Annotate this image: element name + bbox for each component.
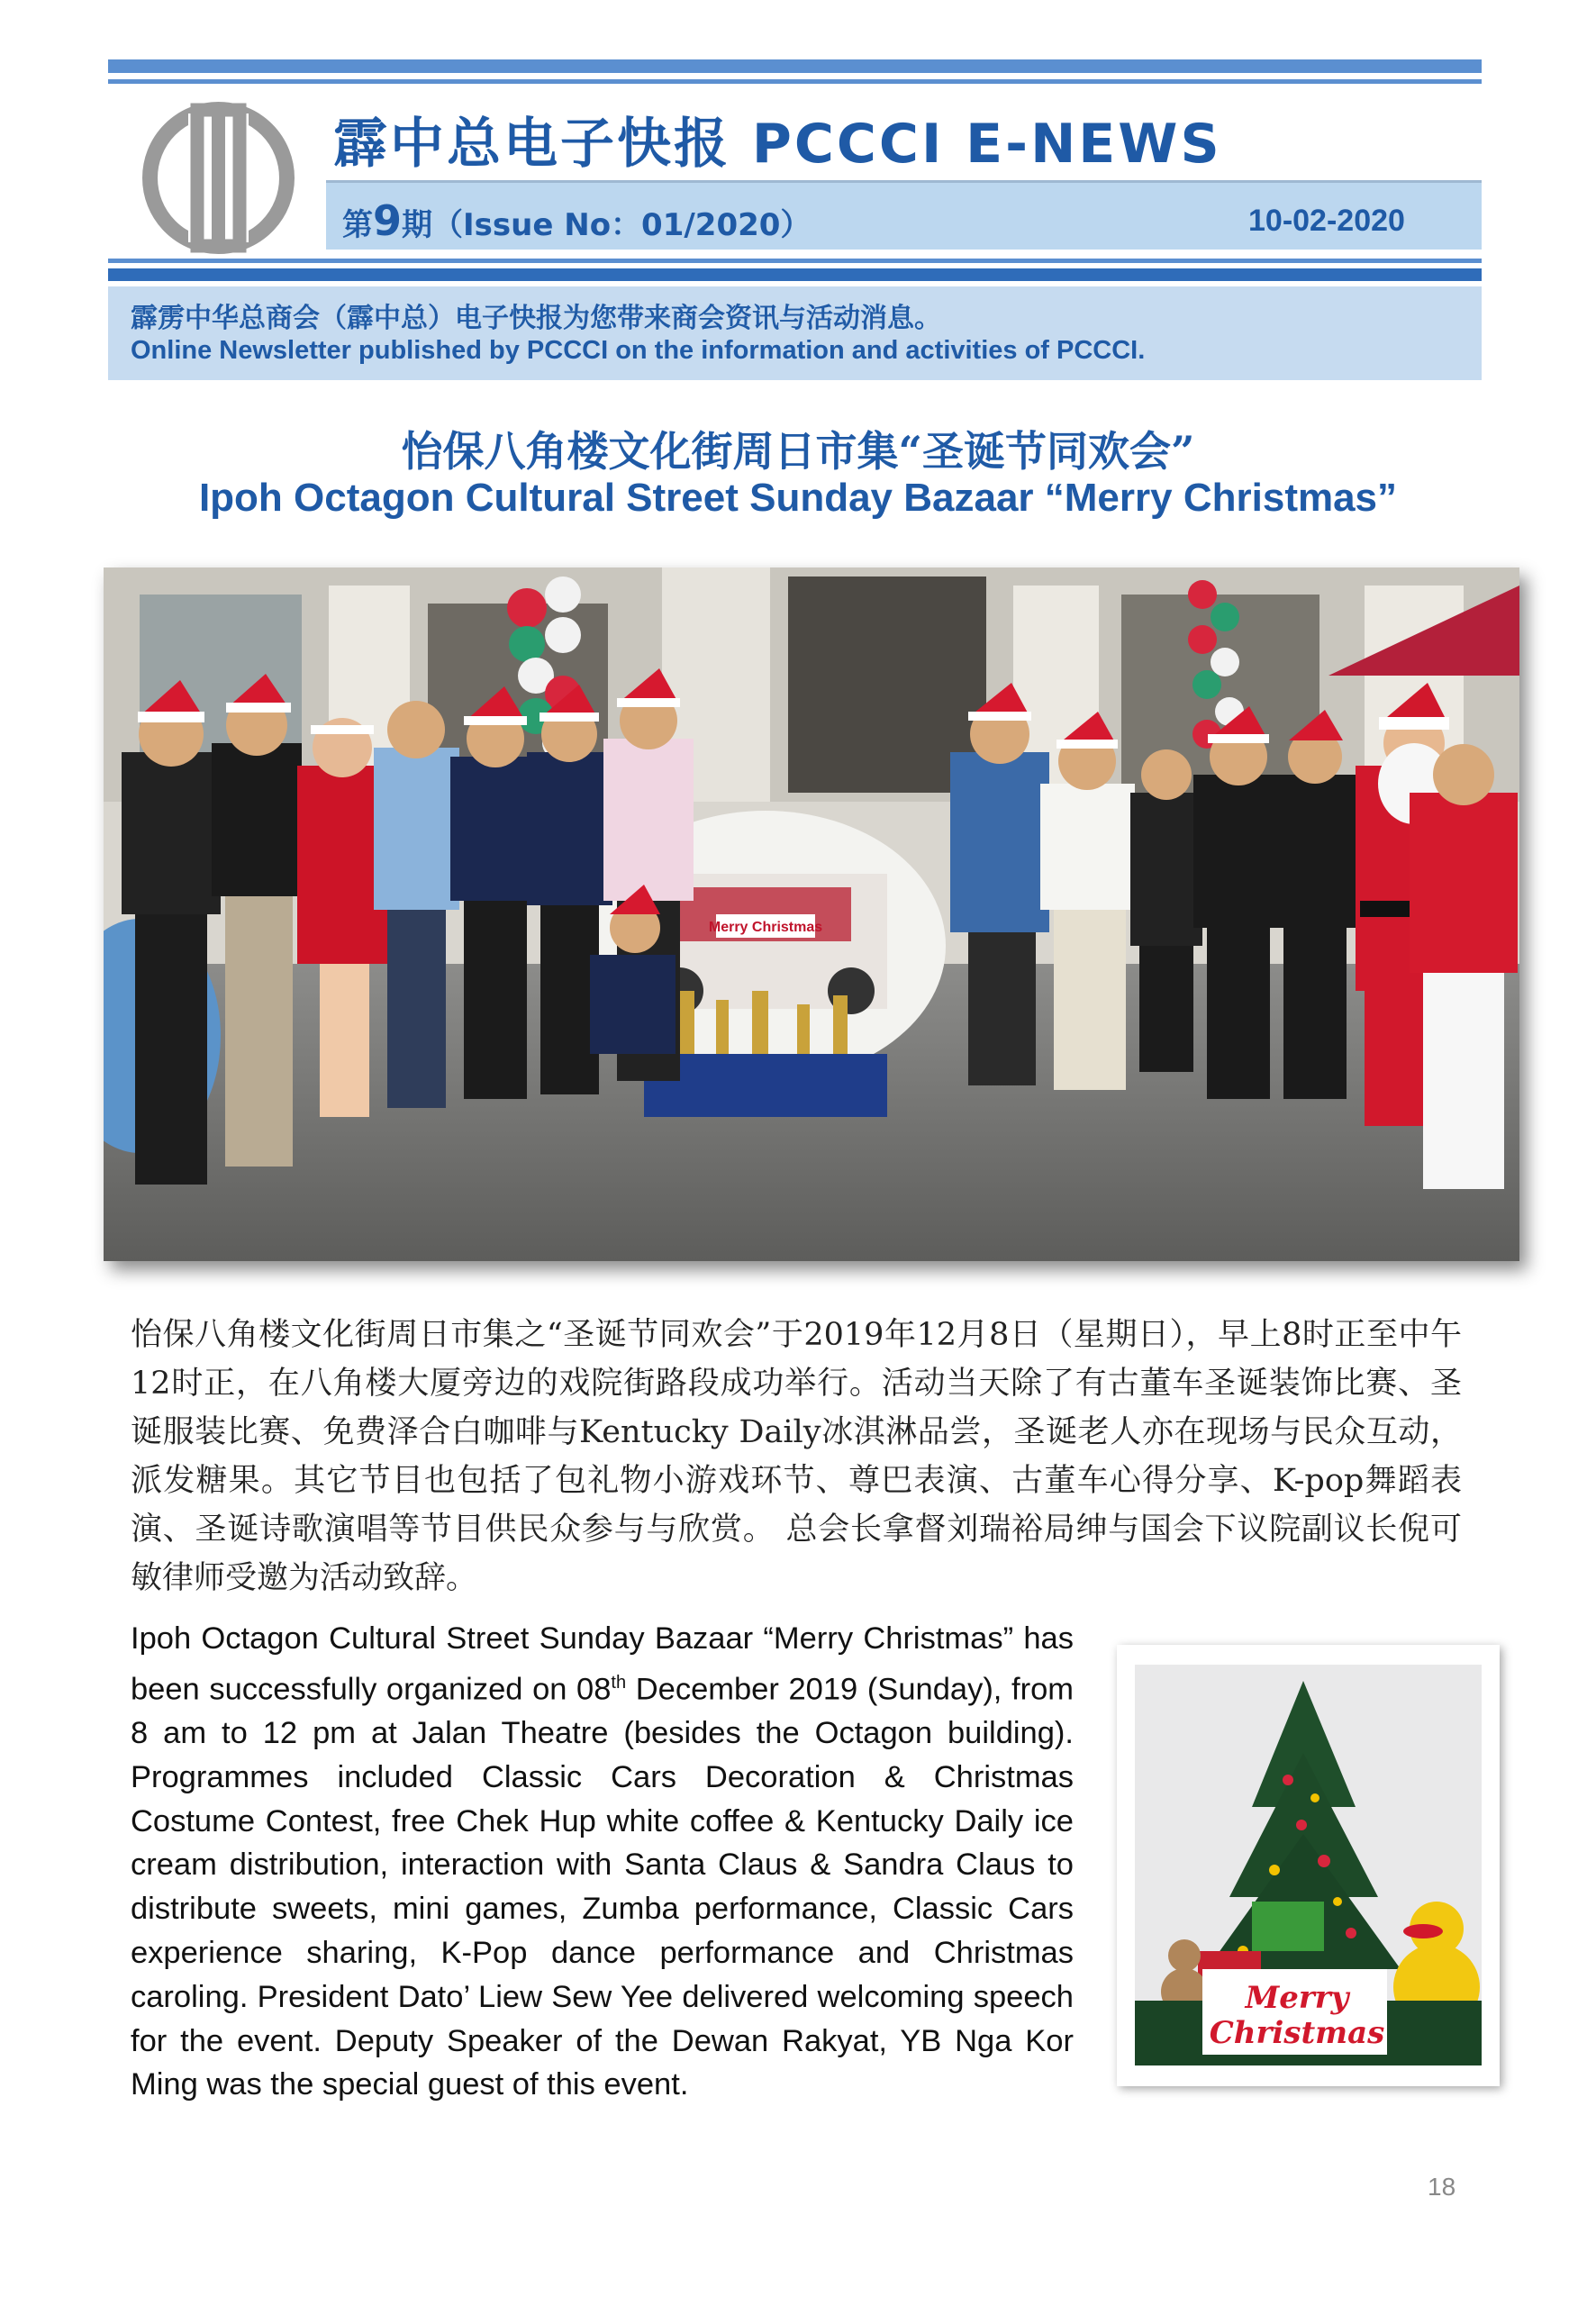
christmas-sign-text: Christmas [1209, 2015, 1385, 2051]
tagline-english: Online Newsletter published by PCCCI on the information and activities of PCCCI. [131, 336, 1146, 365]
top-rule-thick [108, 59, 1482, 73]
top-rule-thin [108, 79, 1482, 84]
issue-prefix: 第 [342, 207, 373, 243]
article-title-english: Ipoh Octagon Cultural Street Sunday Bazaar “Merry Christmas” [198, 476, 1398, 520]
issue-label [342, 196, 811, 245]
article-body-chinese: 怡保八角楼文化街周日市集之“圣诞节同欢会”于2019年12月8日（星期日），早上8时正至中午12时正，在八角楼大厦旁边的戏院街路段成功举行。活动当天除了有古董车圣诞装饰比赛、圣诞服装比赛、免费泽合白咖啡与Kentucky Daily冰淇淋品尝，圣诞老人亦在现场与民众互动，派发糖果。其它节目也包括了包礼物小游戏环节、尊巴表演、古董车心得分享、K-pop舞蹈表演、圣诞诗歌演唱等节目供民众参与与欣赏。 总会长拿督刘瑞裕局绅与国会下议院副议长倪可敏律师受邀为活动致辞。 [131, 1317, 1462, 1596]
tagline-chinese: 霹雳中华总商会（霹中总）电子快报为您带来商会资讯与活动消息。 [131, 303, 941, 334]
christmas-tree-photo [1117, 1645, 1500, 2086]
article-body-english [131, 1617, 1074, 2107]
ordinal-suffix: th [611, 1672, 627, 1693]
merry-sign-text: Merry [1245, 1980, 1349, 2016]
person-11 [1130, 749, 1202, 1072]
issue-date: 10-02-2020 [1248, 204, 1405, 238]
pccci-logo [140, 99, 297, 257]
issue-number: 9 [373, 196, 403, 245]
article-body-english-part2: December 2019 (Sunday), from 8 am to 12 pm at Jalan Theatre (besides the Octagon building). Programmes included Classic Cars Decoration & Christmas Costume Contest, free Chek Hup white coffee & Kentucky Daily ice cream distribution, interaction with Santa Claus & Sandra Claus to distribute sweets, mini games, Zumba performance, Classic Cars experience sharing, K-Pop dance performance and Christmas caroling. President Dato’ Liew Sew Yee delivered welcoming speech for the event. Deputy Speaker of the Dewan Rakyat, YB Nga Kor Ming was the special guest of this event. [131, 1672, 1074, 2102]
car-merry-christmas-sign: Merry Christmas [708, 920, 823, 935]
mid-rule-thick [108, 268, 1482, 281]
article-title-chinese: 怡保八角楼文化街周日市集“圣诞节同欢会” [401, 427, 1195, 476]
person-2 [212, 674, 302, 1167]
mid-rule-thin [108, 259, 1482, 263]
page-number: 18 [1428, 2173, 1456, 2201]
article-body-english-part1: Ipoh Octagon Cultural Street Sunday Bazaar “Merry Christmas” has been successfully organized on 08 [131, 1621, 1074, 1707]
person-15 [1410, 744, 1518, 1189]
masthead-title: 霹中总电子快报 PCCCI E-NEWS [333, 113, 1222, 176]
person-1 [122, 680, 221, 1185]
issue-suffix: 期（Issue No：01/2020） [402, 207, 812, 243]
event-group-photo [104, 567, 1519, 1261]
